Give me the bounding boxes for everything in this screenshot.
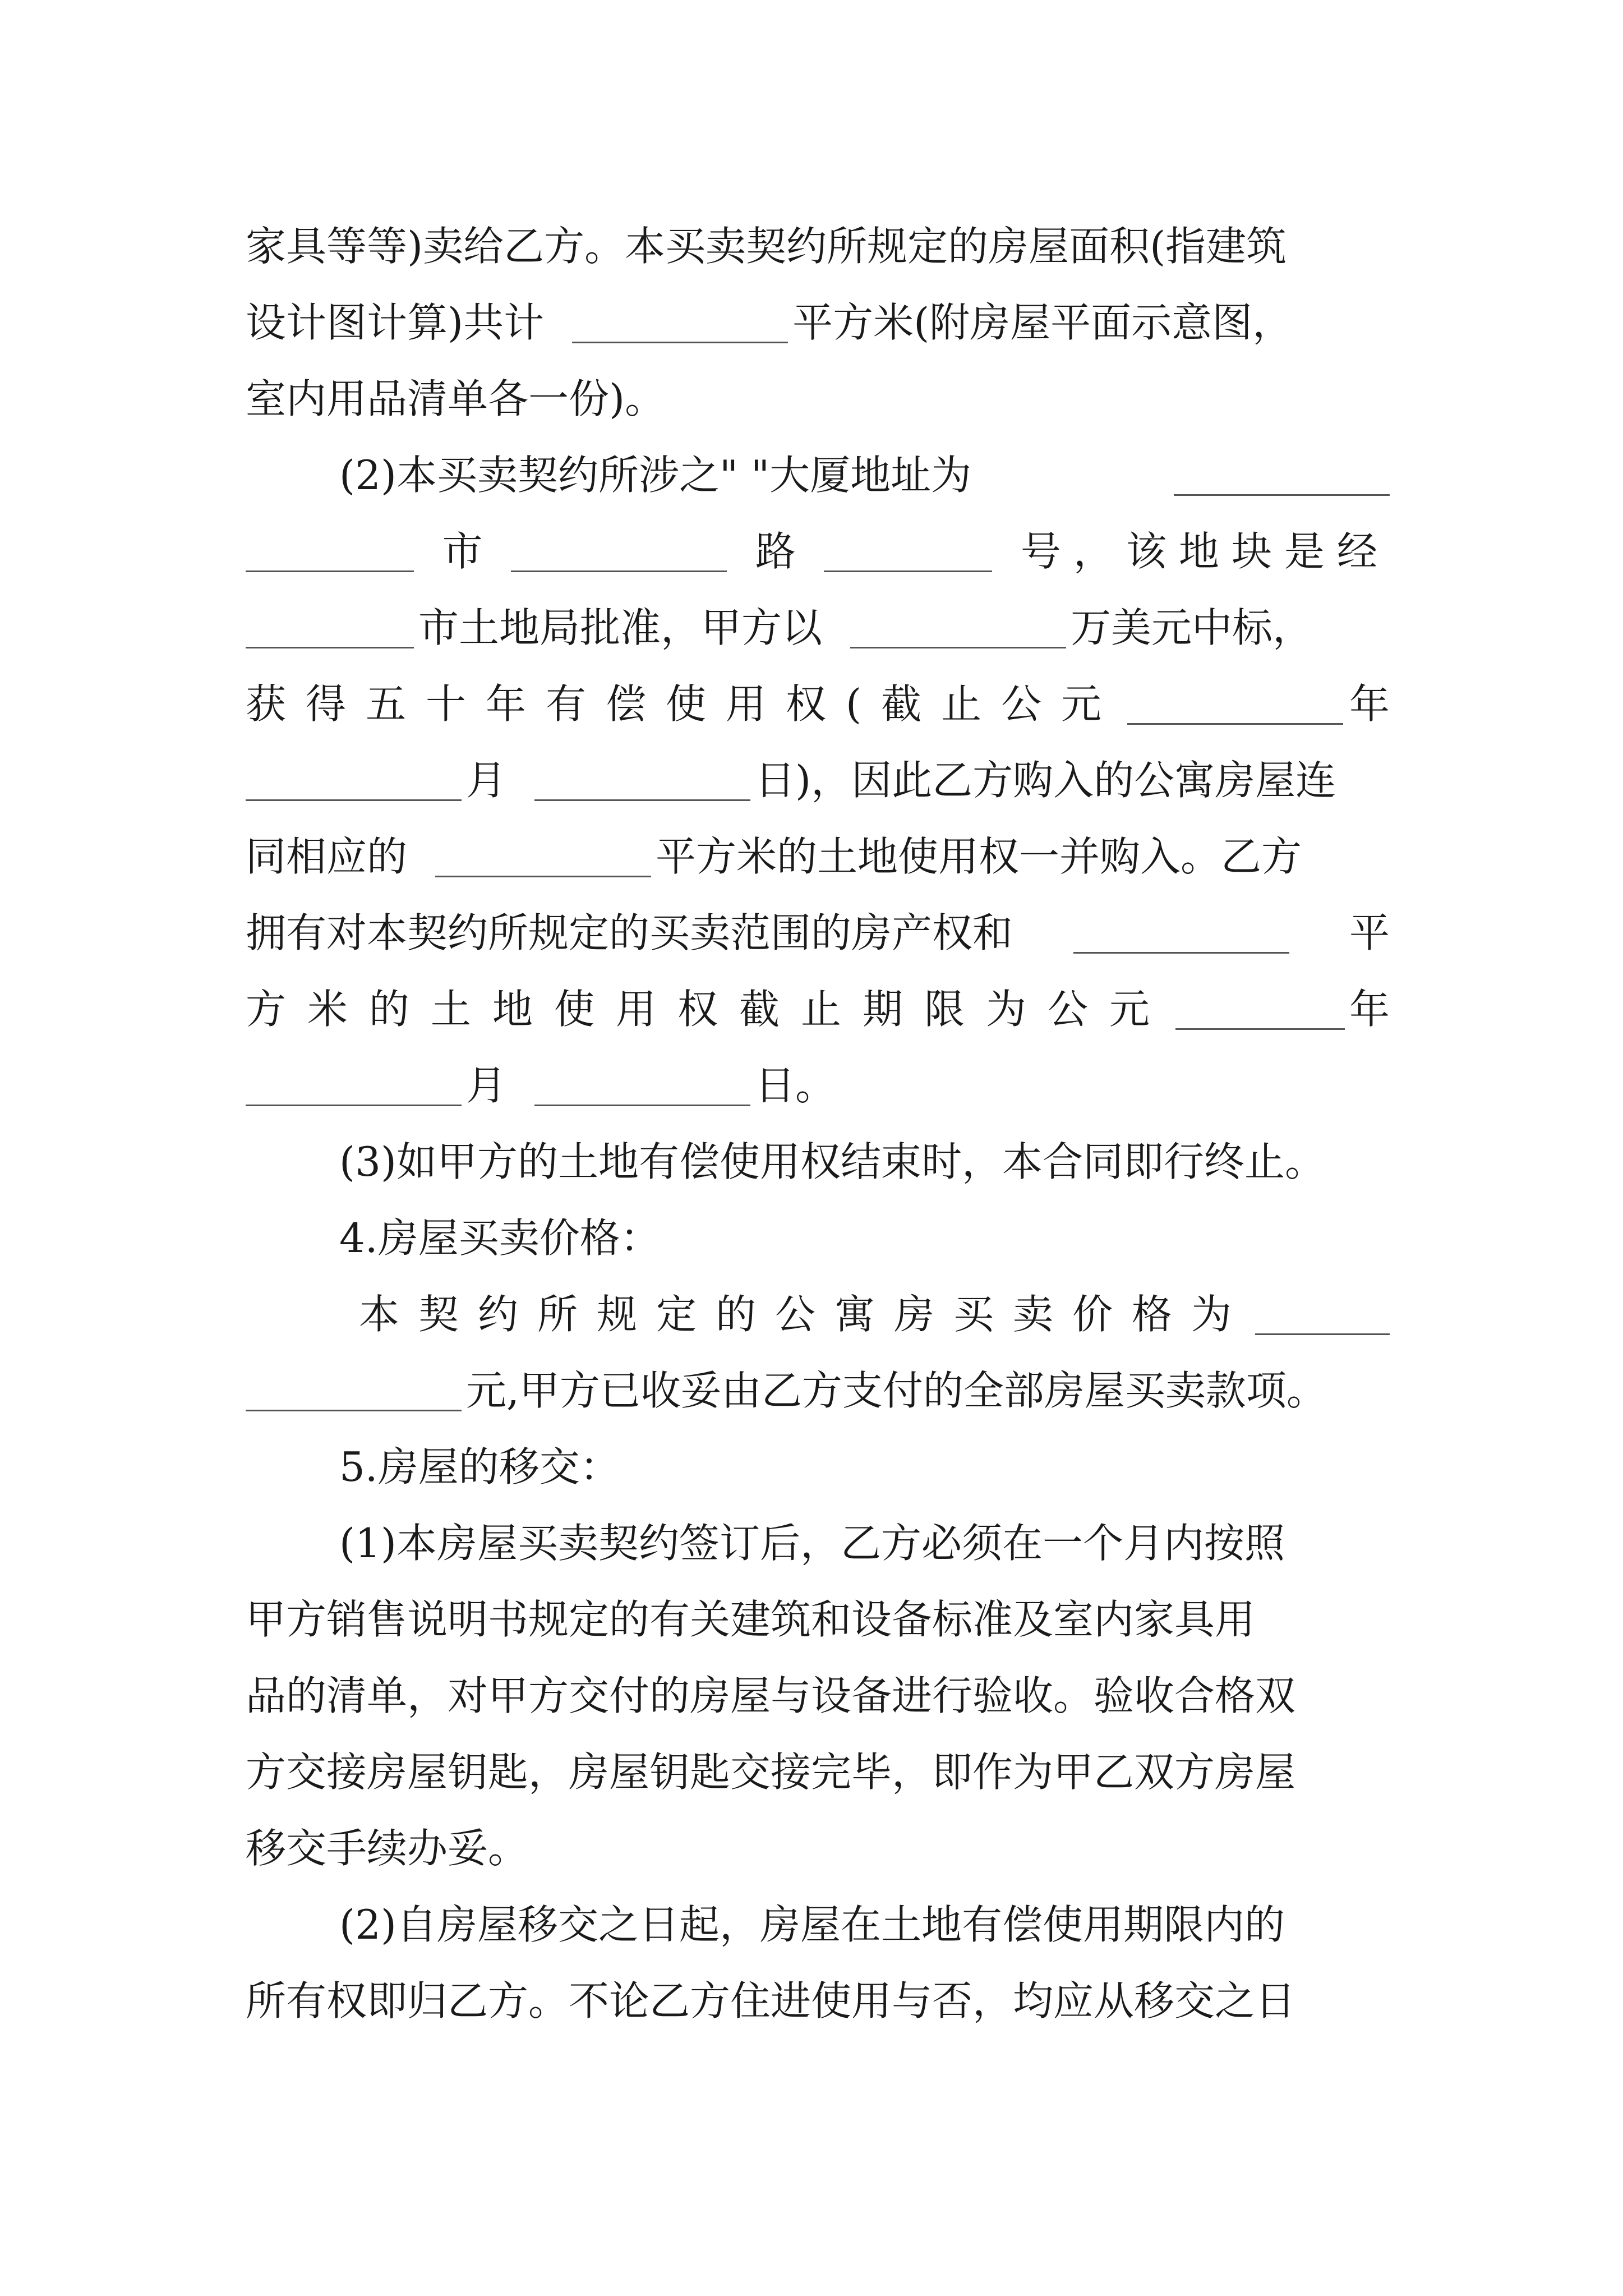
line-text: 同相应的 (246, 833, 408, 880)
line-text: 方米的土地使用权截止期限为公元 (246, 986, 1172, 1033)
text-line (246, 1589, 1390, 1650)
text-line (339, 1436, 1390, 1498)
line-text: 日。 (755, 1062, 836, 1109)
line-text: 获得五十年有偿使用权(截止公元 (246, 680, 1122, 728)
text-line (246, 1360, 1390, 1421)
fill-in-blank (572, 302, 788, 343)
line-text: 品的清单，对甲方交付的房屋与设备进行验收。验收合格双 (246, 1672, 1296, 1719)
line-text: (2)自房屋移交之日起，房屋在土地有偿使用期限内的 (339, 1901, 1285, 1948)
fill-in-blank (534, 760, 750, 801)
line-text: 市 (442, 528, 483, 575)
line-text: 平方米的土地使用权一并购入。乙方 (656, 833, 1302, 880)
text-line (246, 673, 1390, 735)
text-line (246, 368, 1390, 430)
line-text: 月 (466, 757, 507, 804)
text-line (246, 292, 1390, 353)
fill-in-blank (246, 1065, 462, 1106)
line-text: (3)如甲方的土地有偿使用权结束时，本合同即行终止。 (339, 1138, 1325, 1185)
line-text: 市土地局批准，甲方以 (418, 604, 823, 651)
line-text: 室内用品清单各一份)。 (246, 375, 666, 422)
line-text: 本契约所规定的公寓房买卖价格为 (359, 1291, 1251, 1338)
fill-in-blank (824, 531, 992, 572)
fill-in-blank (246, 1370, 462, 1411)
text-line (246, 1055, 1390, 1116)
text-line (246, 215, 1390, 277)
line-text: 5.房屋的移交： (339, 1443, 620, 1490)
line-text: 家具等等)卖给乙方。本买卖契约所规定的房屋面积(指建筑 (246, 223, 1287, 270)
fill-in-blank (511, 531, 727, 572)
line-text: 拥有对本契约所规定的买卖范围的房产权和 (246, 909, 1013, 956)
fill-in-blank (850, 608, 1066, 648)
text-line (339, 1207, 1390, 1269)
text-line (246, 902, 1390, 964)
line-text: 方交接房屋钥匙，房屋钥匙交接完毕，即作为甲乙双方房屋 (246, 1749, 1296, 1796)
line-text: 元,甲方已收妥由乙方支付的全部房屋买卖款项。 (466, 1367, 1327, 1414)
fill-in-blank (1174, 455, 1390, 496)
line-text: 甲方销售说明书规定的有关建筑和设备标准及室内家具用 (246, 1596, 1256, 1643)
line-text: 路 (755, 528, 796, 575)
text-line (246, 521, 1390, 582)
text-line (246, 1818, 1390, 1879)
line-text: 年 (1349, 680, 1390, 728)
line-text: 号，该地块是经 (1020, 528, 1390, 575)
text-line (246, 597, 1390, 659)
text-line (339, 1131, 1405, 1193)
line-text: 所有权即归乙方。不论乙方住进使用与否，均应从移交之日 (246, 1977, 1296, 2024)
fill-in-blank (246, 531, 414, 572)
text-line (339, 1512, 1390, 1574)
line-text: 4.房屋买卖价格： (339, 1214, 661, 1262)
fill-in-blank (435, 836, 651, 877)
fill-in-blank (1175, 989, 1345, 1030)
fill-in-blank (246, 760, 462, 801)
text-line (339, 444, 1390, 506)
line-text: 平 (1349, 909, 1390, 956)
fill-in-blank (1127, 684, 1343, 725)
text-line (246, 1741, 1390, 1803)
line-text: 移交手续办妥。 (246, 1825, 529, 1872)
text-line (339, 1894, 1390, 1955)
text-line (359, 1283, 1390, 1345)
line-text: 日)，因此乙方购入的公寓房屋连 (755, 757, 1336, 804)
line-text: 年 (1349, 986, 1390, 1033)
line-text: 平方米(附房屋平面示意图， (792, 299, 1293, 346)
fill-in-blank (1255, 1294, 1390, 1335)
text-line (246, 826, 1390, 887)
text-line (246, 1970, 1390, 2032)
line-text: 月 (466, 1062, 507, 1109)
fill-in-blank (534, 1065, 750, 1106)
line-text: (2)本买卖契约所涉之" "大厦地址为 (339, 452, 972, 499)
line-text: (1)本房屋买卖契约签订后，乙方必须在一个月内按照 (339, 1520, 1285, 1567)
line-text: 万美元中标， (1071, 604, 1313, 651)
text-line (246, 749, 1390, 811)
line-text: 设计图计算)共计 (246, 299, 545, 346)
fill-in-blank (246, 608, 414, 648)
text-line (246, 1665, 1390, 1727)
fill-in-blank (1073, 913, 1289, 954)
text-line (246, 978, 1390, 1040)
